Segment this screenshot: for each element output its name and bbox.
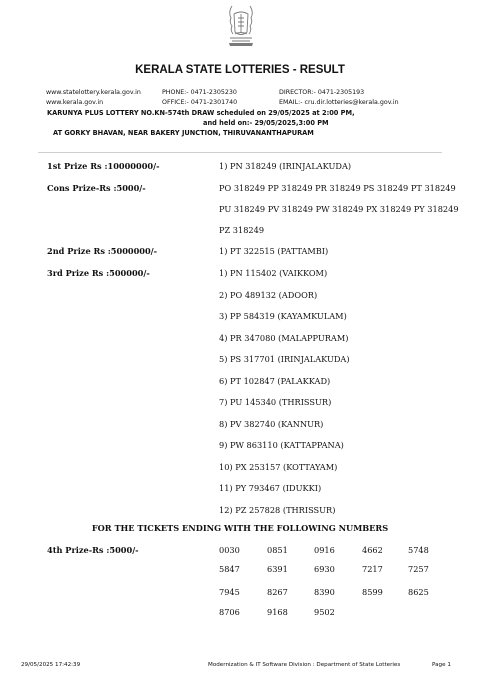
email-address[interactable]: EMAIL:- cru.dir.lotteries@kerala.gov.in: [279, 99, 399, 106]
third-prize-ticket: 5) PS 317701 (IRINJALAKUDA): [219, 354, 350, 364]
ending-number: 8706: [219, 607, 240, 617]
first-prize-label: 1st Prize Rs :10000000/-: [47, 161, 160, 171]
ending-number: 9168: [267, 607, 288, 617]
third-prize-ticket: 11) PY 793467 (IDUKKI): [219, 483, 322, 493]
third-prize-ticket: 1) PN 115402 (VAIKKOM): [219, 268, 328, 278]
draw-venue: AT GORKY BHAVAN, NEAR BAKERY JUNCTION, THIRUVANANTHAPURAM: [53, 129, 314, 137]
office-number: OFFICE:- 0471-2301740: [162, 99, 238, 106]
director-number: DIRECTOR:- 0471-2305193: [279, 89, 365, 96]
ending-number: 8267: [267, 587, 288, 597]
ending-number: 7945: [219, 587, 240, 597]
ending-number: 7217: [362, 564, 383, 574]
footer-division: Modernization & IT Software Division : Department of State Lotteries: [208, 662, 401, 668]
ending-number: 8625: [408, 587, 429, 597]
phone-number: PHONE:- 0471-2305230: [162, 89, 237, 96]
ending-number: 6930: [314, 564, 335, 574]
second-prize-ticket: 1) PT 322515 (PATTAMBI): [219, 246, 329, 256]
cons-prize-line: PO 318249 PP 318249 PR 318249 PS 318249 PT 318249: [219, 183, 456, 193]
third-prize-label: 3rd Prize Rs :500000/-: [47, 268, 150, 278]
third-prize-ticket: 6) PT 102847 (PALAKKAD): [219, 376, 331, 386]
footer-timestamp: 29/05/2025 17:42:39: [21, 662, 81, 668]
website-link-kerala[interactable]: www.kerala.gov.in: [46, 99, 104, 106]
ending-number: 0030: [219, 545, 240, 555]
third-prize-ticket: 3) PP 584319 (KAYAMKULAM): [219, 311, 347, 321]
page-title: KERALA STATE LOTTERIES - RESULT: [135, 64, 345, 76]
cons-prize-line: PZ 318249: [219, 225, 265, 235]
website-link-statelottery[interactable]: www.statelottery.kerala.gov.in: [46, 89, 141, 96]
ending-number: 0916: [314, 545, 335, 555]
endings-heading: FOR THE TICKETS ENDING WITH THE FOLLOWING NUMBERS: [91, 523, 389, 533]
draw-info-line-2: and held on:- 29/05/2025,3:00 PM: [203, 119, 329, 127]
header-divider: [38, 152, 442, 153]
third-prize-ticket: 10) PX 253157 (KOTTAYAM): [219, 462, 338, 472]
ending-number: 8599: [362, 587, 383, 597]
cons-prize-label: Cons Prize-Rs :5000/-: [47, 183, 146, 193]
third-prize-ticket: 9) PW 863110 (KATTAPPANA): [219, 440, 344, 450]
third-prize-ticket: 2) PO 489132 (ADOOR): [219, 290, 318, 300]
ending-number: 6391: [267, 564, 288, 574]
ending-number: 9502: [314, 607, 335, 617]
ending-number: 8390: [314, 587, 335, 597]
ending-number: 5847: [219, 564, 240, 574]
ending-number: 7257: [408, 564, 429, 574]
cons-prize-line: PU 318249 PV 318249 PW 318249 PX 318249 PY 318249: [219, 204, 459, 214]
ending-number: 5748: [408, 545, 429, 555]
second-prize-label: 2nd Prize Rs :5000000/-: [47, 246, 158, 256]
third-prize-ticket: 4) PR 347080 (MALAPPURAM): [219, 333, 349, 343]
third-prize-ticket: 8) PV 382740 (KANNUR): [219, 419, 324, 429]
first-prize-ticket: 1) PN 318249 (IRINJALAKUDA): [219, 161, 352, 171]
third-prize-ticket: 7) PU 145340 (THRISSUR): [219, 397, 332, 407]
ending-number: 0851: [267, 545, 288, 555]
fourth-prize-label: 4th Prize-Rs :5000/-: [47, 545, 139, 555]
footer-page-number: Page 1: [432, 662, 451, 668]
kerala-state-emblem-icon: [226, 4, 256, 48]
third-prize-ticket: 12) PZ 257828 (THRISSUR): [219, 505, 336, 515]
ending-number: 4662: [362, 545, 383, 555]
draw-info-line-1: KARUNYA PLUS LOTTERY NO.KN-574th DRAW scheduled on 29/05/2025 at 2:00 PM,: [47, 109, 355, 117]
